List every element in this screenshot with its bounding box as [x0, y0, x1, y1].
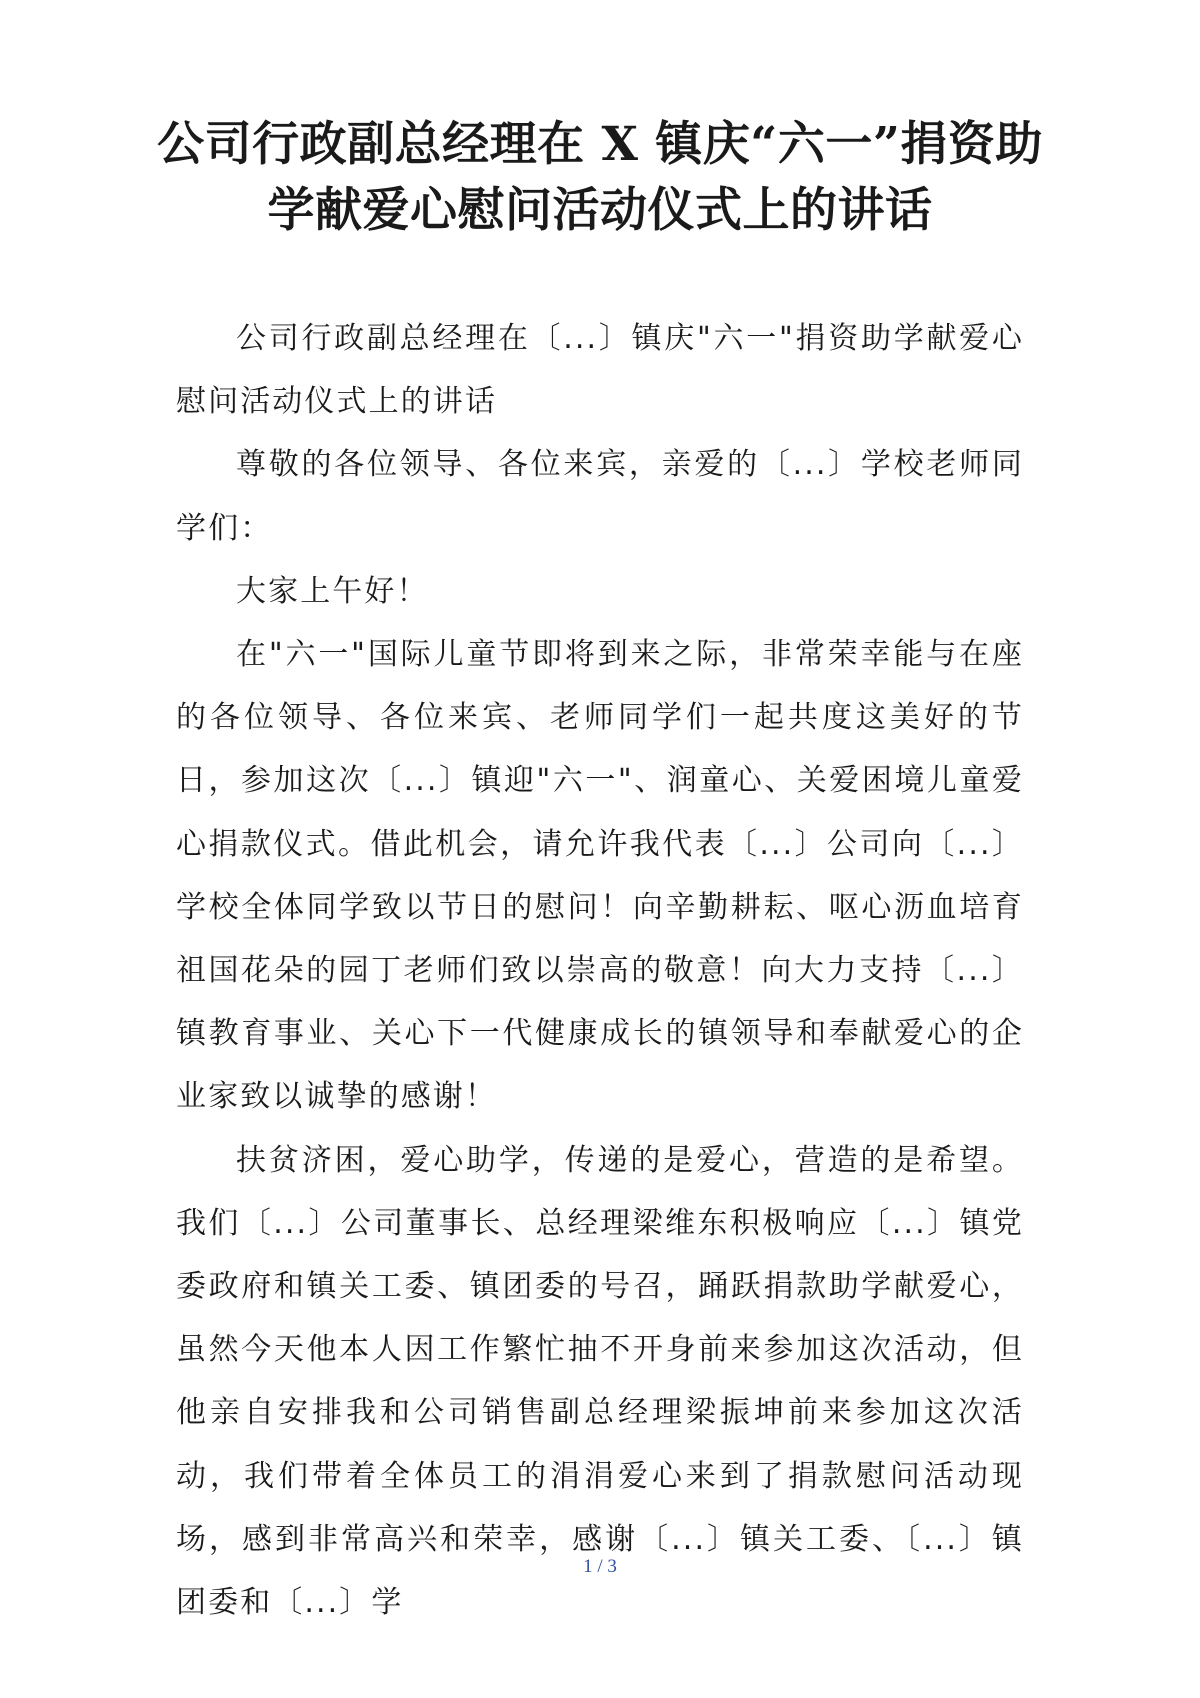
paragraph-subtitle: 公司行政副总经理在〔...〕镇庆"六一"捐资助学献爱心慰问活动仪式上的讲话 — [176, 321, 1024, 420]
document-body — [176, 307, 1024, 1634]
page-number: 1 / 3 — [583, 1556, 617, 1577]
document-title — [150, 112, 1050, 244]
paragraph-opening: 在"六一"国际儿童节即将到来之际，非常荣幸能与在座的各位领导、各位来宾、老师同学们一起共度这美好的节日，参加这次〔...〕镇迎"六一"、润童心、关爱困境儿童爱心捐款仪式。借此机会，请允许我代表〔...〕公司向〔...〕学校全体同学致以节日的慰问！向辛勤耕耘、呕心沥血培育祖国花朵的园丁老师们致以崇高的敬意！向大力支持〔...〕镇教育事业、关心下一代健康成长的镇领导和奉献爱心的企业家致以诚挚的感谢！ — [176, 637, 1024, 1115]
paragraph-salutation: 尊敬的各位领导、各位来宾，亲爱的〔...〕学校老师同学们： — [176, 447, 1024, 546]
paragraph-charity: 扶贫济困，爱心助学，传递的是爱心，营造的是希望。我们〔...〕公司董事长、总经理梁维东积极响应〔...〕镇党委政府和镇关工委、镇团委的号召，踊跃捐款助学献爱心，虽然今天他本人因工作繁忙抽不开身前来参加这次活动，但他亲自安排我和公司销售副总经理梁振坤前来参加这次活动，我们带着全体员工的涓涓爱心来到了捐款慰问活动现场，感到非常高兴和荣幸，感谢〔...〕镇关工委、〔...〕镇团委和〔...〕学 — [176, 1142, 1024, 1621]
paragraph-greeting: 大家上午好！ — [236, 573, 429, 609]
title-line-2: 学献爱心慰问活动仪式上的讲话 — [267, 183, 933, 238]
title-line-1: 公司行政副总经理在 X 镇庆“六一”捐资助 — [157, 117, 1043, 172]
